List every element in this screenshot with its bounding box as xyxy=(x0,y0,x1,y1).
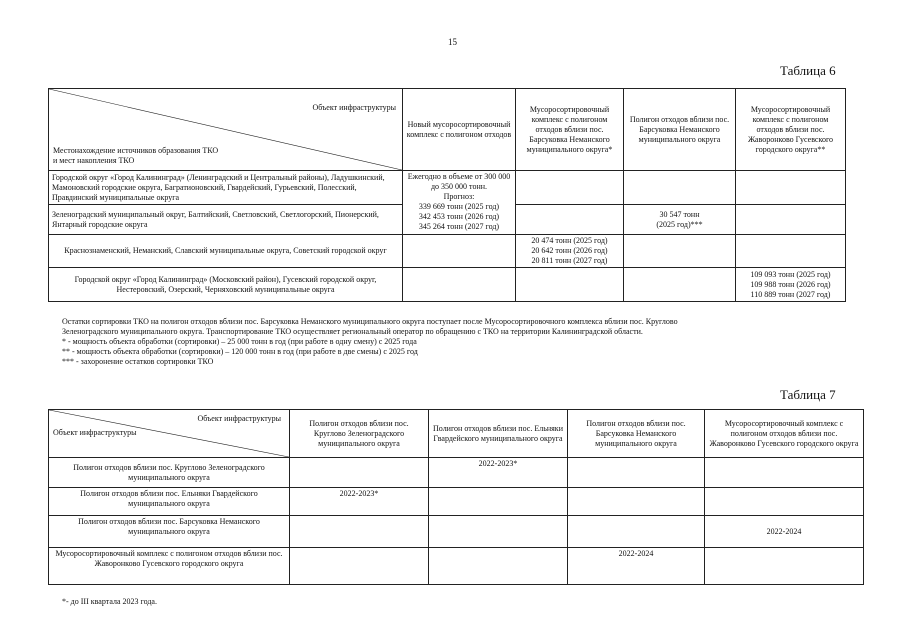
table6-col2-value xyxy=(516,235,624,268)
table7-corner-top: Объект инфраструктуры xyxy=(197,414,281,423)
table6-header-col1: Новый мусоросортировочный комплекс с полигоном отходов xyxy=(403,89,516,171)
table6-col3-value xyxy=(624,205,736,235)
table6-notes xyxy=(62,317,862,367)
table6-cell-empty xyxy=(516,205,624,235)
note-line: Зеленоградского муниципального округа. Транспортирование ТКО осуществляет региональный оператор по обращению с ТКО на территории Калининградской области. xyxy=(62,327,643,336)
table6 xyxy=(48,88,846,302)
table6-cell-empty xyxy=(736,235,846,268)
table7-row-label: Мусоросортировочный комплекс с полигоном отходов вблизи пос. Жаворонково Гусевского городского округа xyxy=(49,548,290,585)
table6-cell-empty xyxy=(736,205,846,235)
table6-col3-line: (2025 год)*** xyxy=(656,219,703,229)
table6-header-col4: Мусоросортировочный комплекс с полигоном отходов вблизи пос. Жаворонково Гусевского городского округа** xyxy=(736,89,846,171)
table6-col1-value xyxy=(403,171,516,235)
table7-row-label: Полигон отходов вблизи пос. Круглово Зеленоградского муниципального округа xyxy=(49,458,290,488)
table7-cell xyxy=(568,516,705,548)
note-line: * - мощность объекта обработки (сортировки) – 25 000 тонн в год (при работе в одну смену) с 2025 года xyxy=(62,337,417,346)
table6-header-col2: Мусоросортировочный комплекс с полигоном отходов вблизи пос. Барсуковка Неманского муниципального округа* xyxy=(516,89,624,171)
page-number: 15 xyxy=(448,37,457,47)
table7-cell xyxy=(568,488,705,516)
table6-cell-empty xyxy=(736,171,846,205)
table7-header-col4: Мусоросортировочный комплекс с полигоном отходов вблизи пос. Жаворонково Гусевского городского округа xyxy=(705,410,864,458)
table7-cell: 2022-2024 xyxy=(568,548,705,585)
table7-cell: 2022-2024 xyxy=(705,516,864,548)
table7-cell xyxy=(290,516,429,548)
table7-cell xyxy=(429,488,568,516)
table6-col4-line: 109 093 тонн (2025 год) xyxy=(750,269,831,279)
table6-corner-top: Объект инфраструктуры xyxy=(312,103,396,112)
table7-cell xyxy=(290,458,429,488)
table6-col2-line: 20 811 тонн (2027 год) xyxy=(531,256,608,265)
table6-col3-line: 30 547 тонн xyxy=(659,209,700,219)
note-line: ** - мощность объекта обработки (сортировки) – 120 000 тонн в год (при работе в две смены) с 2025 год xyxy=(62,347,418,356)
table6-cell-empty xyxy=(624,171,736,205)
table6-cell-empty xyxy=(403,268,516,302)
table6-col4-line: 110 889 тонн (2027 год) xyxy=(750,289,831,299)
table6-caption: Таблица 6 xyxy=(780,63,836,78)
table7-cell xyxy=(568,458,705,488)
table6-row3-label: Краснознаменский, Неманский, Славский муниципальные округа, Советский городской округ xyxy=(49,235,403,268)
table6-cell-empty xyxy=(624,268,736,302)
table6-row1-label: Городской округ «Город Калининград» (Ленинградский и Центральный районы), Ладушкинский, Мамоновский городские округа, Багратионовский, Гвардейский, Гурьевский, Полесский, Правдинский муниципальные округа xyxy=(49,171,403,205)
table6-col2-line: 20 474 тонн (2025 год) xyxy=(531,236,608,245)
table7-corner-bottom: Объект инфраструктуры xyxy=(53,428,137,437)
table6-col1-line: 339 669 тонн (2025 год) xyxy=(418,202,500,211)
table6-cell-empty xyxy=(624,235,736,268)
table7-footnote: *- до III квартала 2023 года. xyxy=(62,597,157,606)
table7-cell xyxy=(429,516,568,548)
table6-row2-label: Зеленоградский муниципальный округ, Балтийский, Светловский, Светлогорский, Пионерский, Янтарный городские округа xyxy=(49,205,403,235)
table7-header-col3: Полигон отходов вблизи пос. Барсуковка Неманского муниципального округа xyxy=(568,410,705,458)
table6-corner-bottom: Местонахождение источников образования ТКО и мест накопления ТКО xyxy=(53,146,219,165)
table6-col1-line: Ежегодно в объеме от 300 000 до 350 000 тонн. xyxy=(407,172,511,191)
note-line: *** - захоронение остатков сортировки ТКО xyxy=(62,357,214,366)
table6-cell-empty xyxy=(516,268,624,302)
table7-cell: 2022-2023* xyxy=(290,488,429,516)
table6-col1-line: 345 264 тонн (2027 год) xyxy=(418,222,500,231)
table7 xyxy=(48,409,864,585)
table7-header-corner xyxy=(49,410,290,458)
table7-row-label: Полигон отходов вблизи пос. Ельняки Гвардейского муниципального округа xyxy=(49,488,290,516)
table7-header-col2: Полигон отходов вблизи пос. Ельняки Гвардейского муниципального округа xyxy=(429,410,568,458)
table7-cell xyxy=(429,548,568,585)
table6-col1-line: Прогноз: xyxy=(443,192,475,201)
table7-cell xyxy=(290,548,429,585)
table7-row-label: Полигон отходов вблизи пос. Барсуковка Неманского муниципального округа xyxy=(49,516,290,548)
table7-cell xyxy=(705,458,864,488)
table6-col4-line: 109 988 тонн (2026 год) xyxy=(750,279,831,289)
table6-col1-line: 342 453 тонн (2026 год) xyxy=(418,212,500,221)
table7-header-col1: Полигон отходов вблизи пос. Круглово Зеленоградского муниципального округа xyxy=(290,410,429,458)
table6-col2-line: 20 642 тонн (2026 год) xyxy=(531,246,608,255)
table7-cell xyxy=(705,488,864,516)
table6-col4-value xyxy=(736,268,846,302)
table7-cell: 2022-2023* xyxy=(429,458,568,488)
table6-cell-empty xyxy=(403,235,516,268)
table6-row4-label: Городской округ «Город Калининград» (Московский район), Гусевский городской округ, Нестеровский, Озерский, Черняховский муниципальные округа xyxy=(49,268,403,302)
table7-caption: Таблица 7 xyxy=(780,387,836,402)
table6-header-col3: Полигон отходов вблизи пос. Барсуковка Неманского муниципального округа xyxy=(624,89,736,171)
table6-header-corner xyxy=(49,89,403,171)
table7-cell xyxy=(705,548,864,585)
note-line: Остатки сортировки ТКО на полигон отходов вблизи пос. Барсуковка Неманского муниципального округа поступает после Мусоросортировочного комплекса вблизи пос. Круглово xyxy=(62,317,678,326)
table6-cell-empty xyxy=(516,171,624,205)
